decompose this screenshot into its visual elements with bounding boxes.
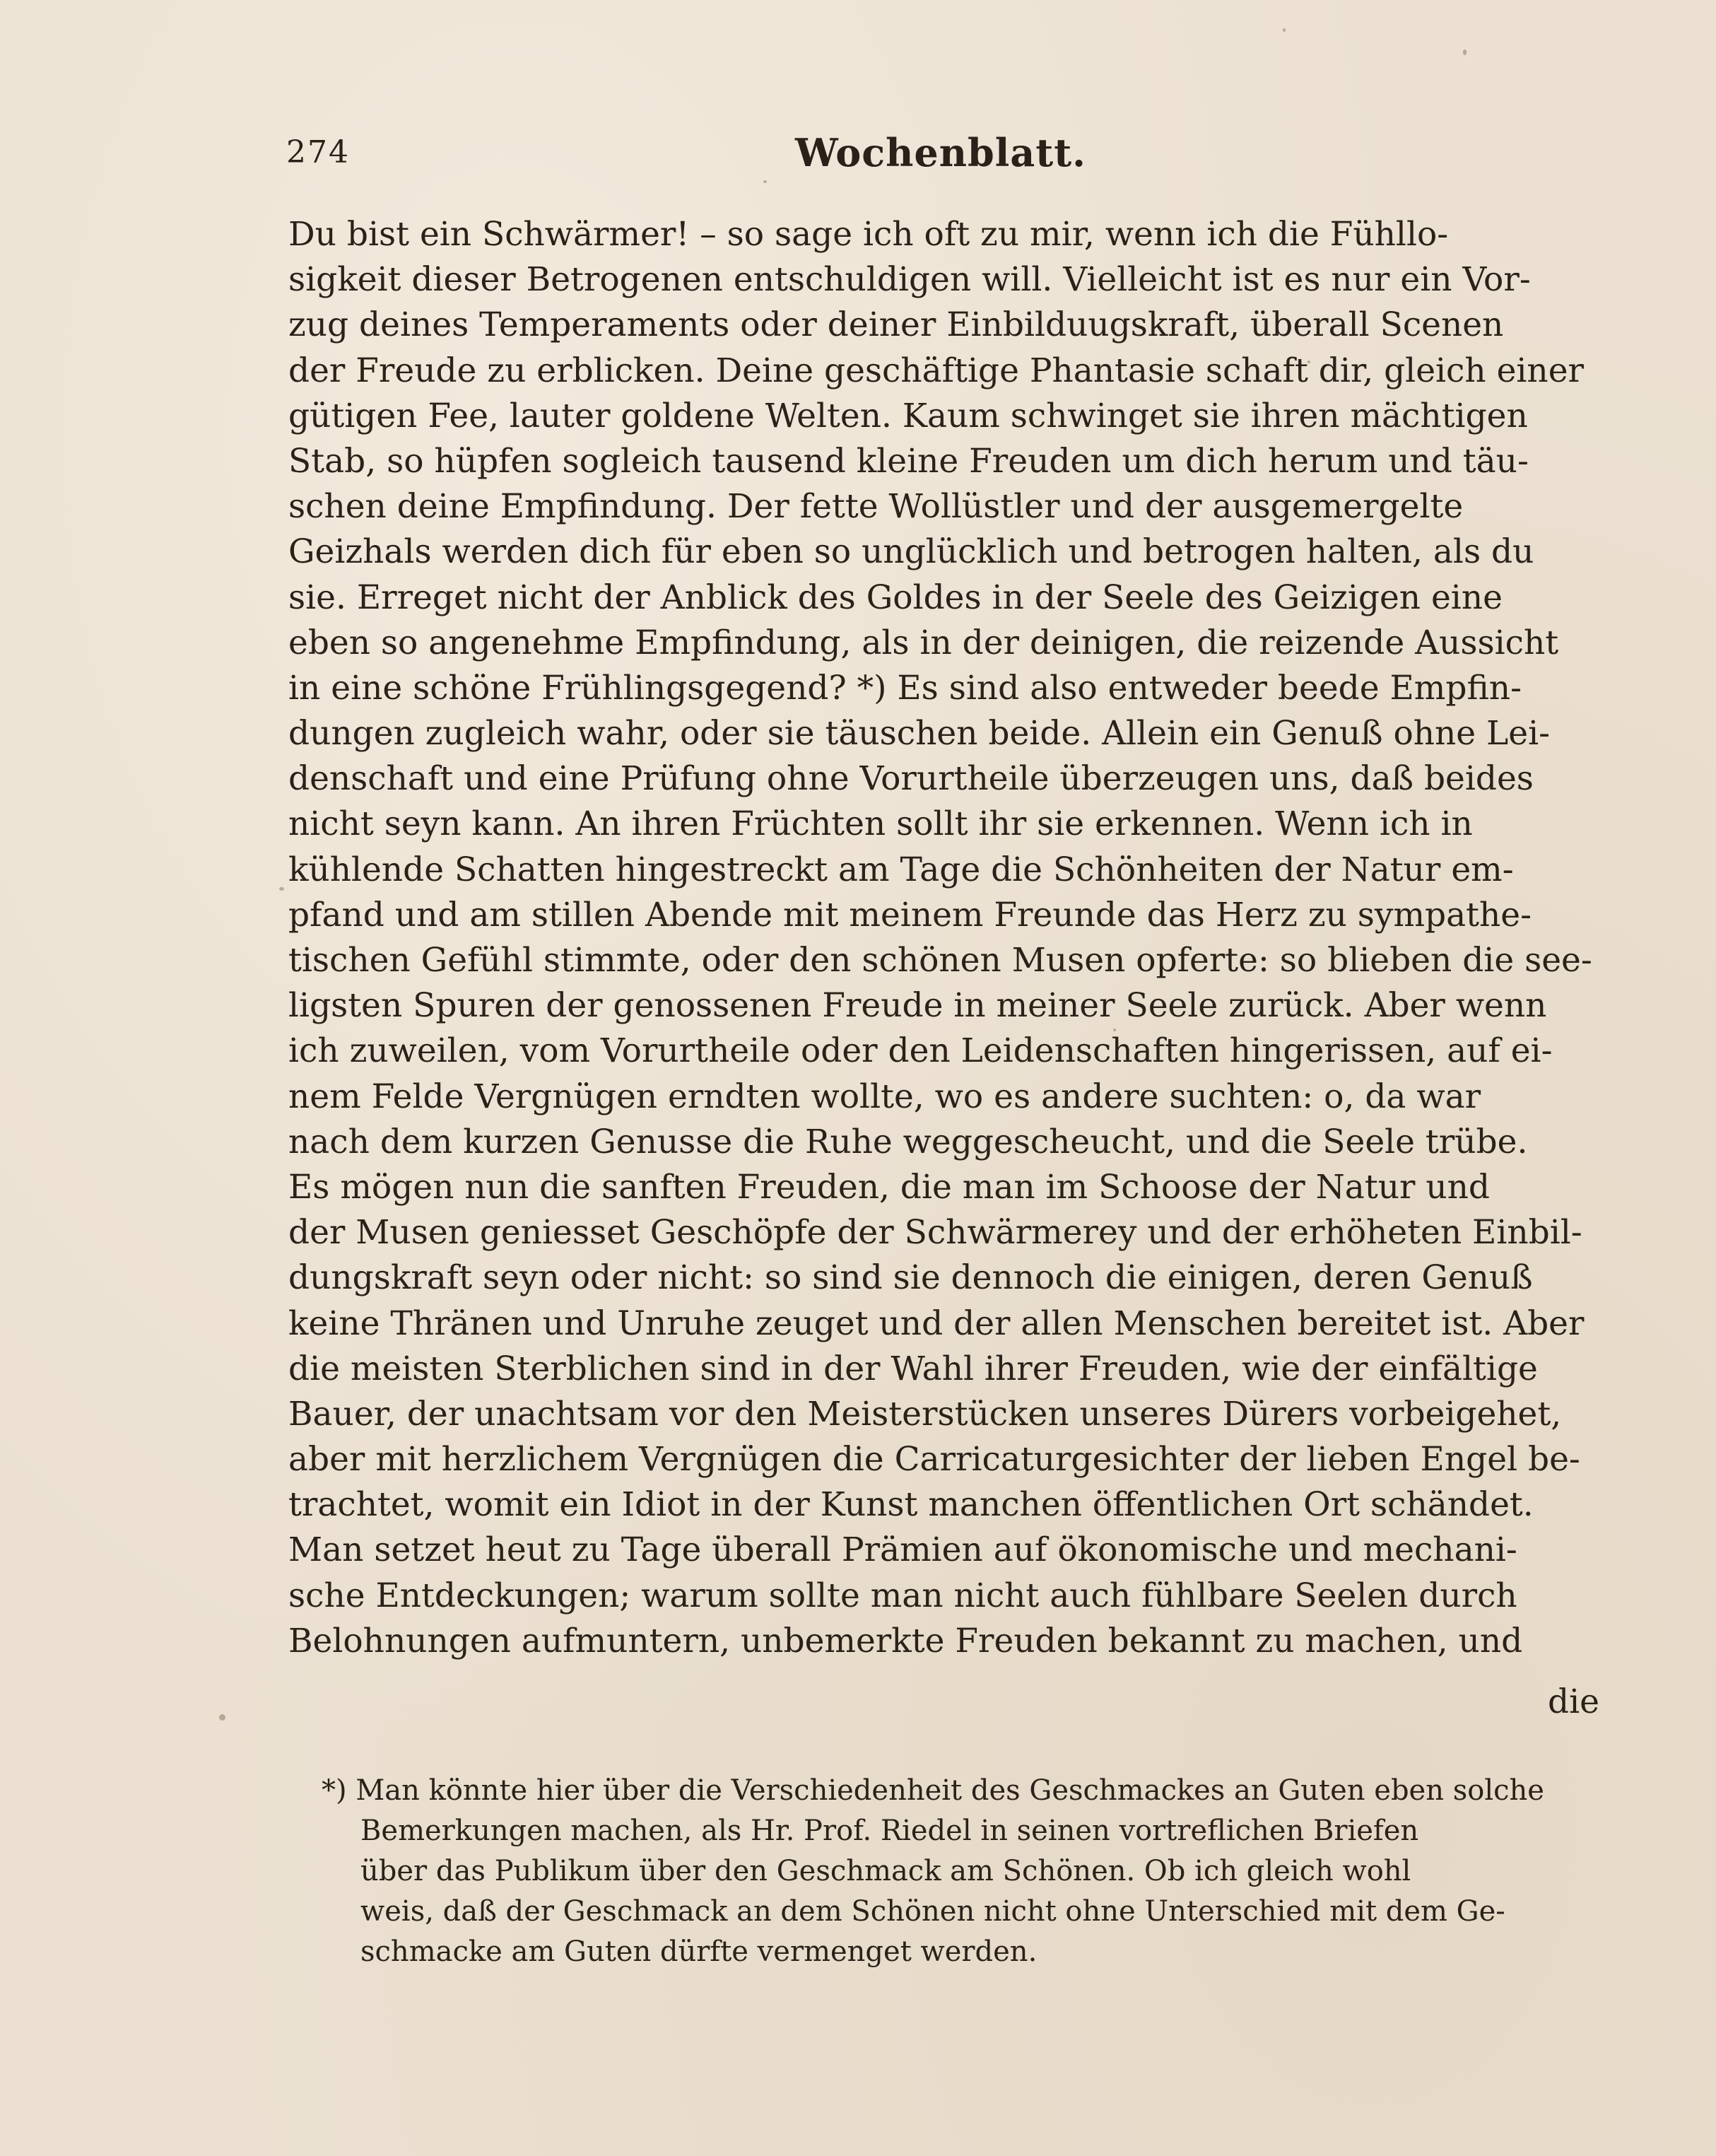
text-line: nach dem kurzen Genusse die Ruhe weggescheucht, und die Seele trübe. [288,1122,1528,1161]
text-line: schen deine Empfindung. Der fette Wollüstler und der ausgemergelte [288,487,1464,527]
text-line: trachtet, womit ein Idiot in der Kunst manchen öffentlichen Ort schändet. [288,1485,1534,1525]
footnote [322,1771,1608,1972]
text-line: dungen zugleich wahr, oder sie täuschen beide. Allein ein Genuß ohne Lei- [288,714,1550,754]
text-line: Belohnungen aufmuntern, unbemerkte Freuden bekannt zu machen, und [288,1621,1523,1660]
text-line: der Musen geniesset Geschöpfe der Schwärmerey und der erhöheten Einbil- [288,1213,1582,1253]
page-header [286,130,1601,184]
paper-speck [1463,49,1467,55]
paper-speck [279,887,284,891]
text-line: kühlende Schatten hingestreckt am Tage die Schönheiten der Natur em- [288,850,1514,889]
paper-speck [1283,28,1286,32]
text-line: Geizhals werden dich für eben so unglücklich und betrogen halten, als du [288,532,1534,572]
text-line: eben so angenehme Empfindung, als in der deinigen, die reizende Aussicht [288,623,1559,662]
text-line: nicht seyn kann. An ihren Früchten sollt ihr sie erkennen. Wenn ich in [288,804,1473,844]
text-line: Man setzet heut zu Tage überall Prämien auf ökonomische und mechani- [288,1530,1517,1570]
text-line: sigkeit dieser Betrogenen entschuldigen will. Vielleicht ist es nur ein Vor- [288,260,1531,300]
text-line: nem Felde Vergnügen erndten wollte, wo es andere suchten: o, da war [288,1077,1481,1116]
page-number: 274 [286,134,350,170]
catchword: die [1548,1682,1599,1721]
text-line: ich zuweilen, vom Vorurtheile oder den Leidenschaften hingerissen, auf ei- [288,1031,1553,1071]
footnote-line: Bemerkungen machen, als Hr. Prof. Riedel in seinen vortreflichen Briefen [360,1815,1419,1847]
running-title: Wochenblatt. [795,130,1086,175]
text-line: aber mit herzlichem Vergnügen die Carricaturgesichter der lieben Engel be- [288,1440,1580,1480]
text-line: gütigen Fee, lauter goldene Welten. Kaum schwinget sie ihren mächtigen [288,396,1528,435]
text-line: dungskraft seyn oder nicht: so sind sie dennoch die einigen, deren Genuß [288,1258,1533,1298]
text-line: Bauer, der unachtsam vor den Meisterstücken unseres Dürers vorbeigehet, [288,1394,1562,1434]
body-text [288,212,1606,1664]
text-line: zug deines Temperaments oder deiner Einbilduugskraft, überall Scenen [288,305,1504,345]
text-line: denschaft und eine Prüfung ohne Vorurtheile überzeugen uns, daß beides [288,759,1534,799]
footnote-line: über das Publikum über den Geschmack am Schönen. Ob ich gleich wohl [360,1855,1411,1887]
text-line: sche Entdeckungen; warum sollte man nicht auch fühlbare Seelen durch [288,1576,1517,1615]
text-line: pfand und am stillen Abende mit meinem Freunde das Herz zu sympathe- [288,895,1532,935]
text-line: ligsten Spuren der genossenen Freude in meiner Seele zurück. Aber wenn [288,986,1547,1026]
paper-speck [219,1714,225,1721]
text-line: tischen Gefühl stimmte, oder den schönen Musen opferte: so blieben die see- [288,941,1592,980]
text-line: in eine schöne Frühlingsgegend? *) Es sind also entweder beede Empfin- [288,668,1522,708]
footnote-line: schmacke am Guten dürfte vermenget werden. [360,1935,1038,1968]
footnote-line: *) Man könnte hier über die Verschiedenheit des Geschmackes an Guten eben solche [322,1774,1544,1807]
text-line: Du bist ein Schwärmer! – so sage ich oft zu mir, wenn ich die Fühllo- [288,215,1449,254]
text-line: der Freude zu erblicken. Deine geschäftige Phantasie schaft dir, gleich einer [288,351,1584,390]
text-line: sie. Erreget nicht der Anblick des Goldes in der Seele des Geizigen eine [288,578,1503,617]
text-line: Es mögen nun die sanften Freuden, die man im Schoose der Natur und [288,1167,1491,1207]
text-line: keine Thränen und Unruhe zeuget und der allen Menschen bereitet ist. Aber [288,1303,1585,1343]
footnote-line: weis, daß der Geschmack an dem Schönen nicht ohne Unterschied mit dem Ge- [360,1895,1505,1928]
text-line: die meisten Sterblichen sind in der Wahl ihrer Freuden, wie der einfältige [288,1349,1538,1388]
text-line: Stab, so hüpfen sogleich tausend kleine Freuden um dich herum und täu- [288,441,1529,481]
